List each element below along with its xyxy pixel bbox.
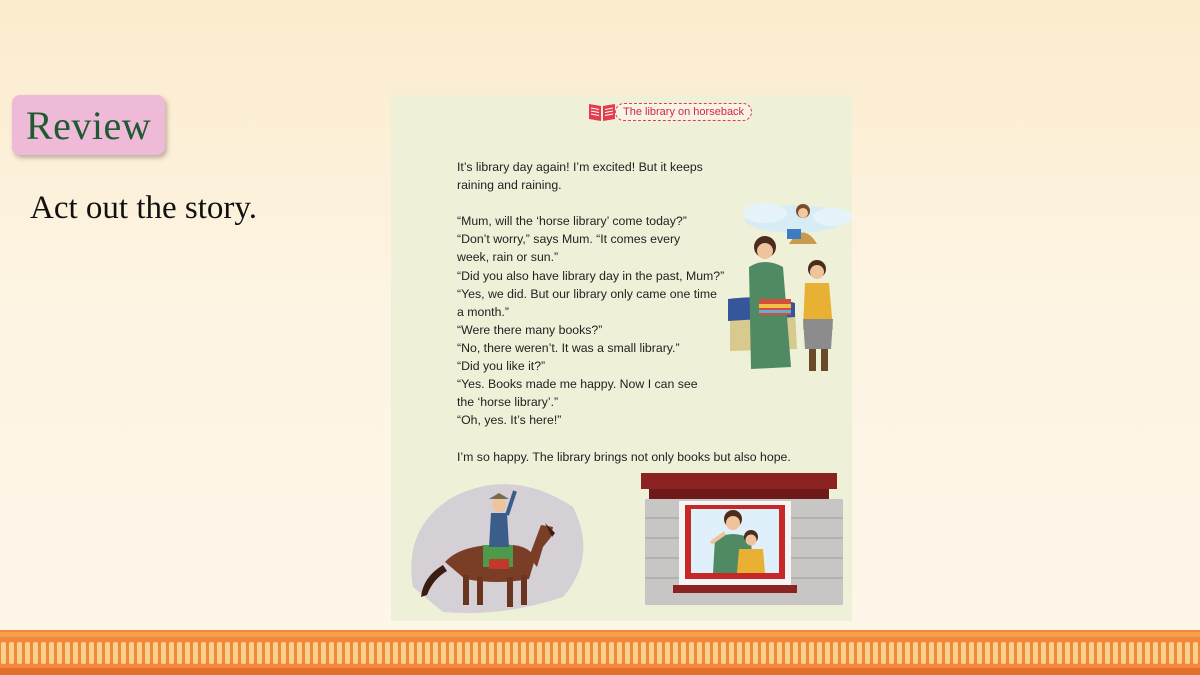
open-book-icon (587, 101, 617, 123)
story-line: “Don’t worry,” says Mum. “It comes every (457, 232, 681, 247)
review-label: Review (25, 102, 152, 148)
story-line: “Yes, we did. But our library only came one time (457, 286, 717, 301)
story-line: “Were there many books?” (457, 322, 603, 337)
story-line: the ‘horse library’.” (457, 395, 559, 410)
story-line: “Did you also have library day in the past, Mum?” (457, 268, 725, 283)
page-header (587, 101, 752, 123)
decorative-footer-border (0, 630, 1200, 675)
story-line: “Oh, yes. It’s here!” (457, 413, 562, 428)
instruction-text: Act out the story. (30, 190, 257, 226)
mother-child-illustration (725, 199, 852, 379)
story-line: a month.” (457, 304, 509, 319)
story-line: week, rain or sun.” (457, 250, 559, 265)
page-header-title: The library on horseback (615, 103, 752, 121)
story-line: I’m so happy. The library brings not only books but also hope. (457, 449, 791, 464)
story-line: “Mum, will the ‘horse library’ come today?” (457, 214, 687, 229)
story-line: raining and raining. (457, 178, 562, 193)
horse-rider-illustration (403, 467, 593, 617)
window-illustration (641, 473, 851, 613)
review-badge (12, 95, 165, 155)
textbook-page (391, 95, 852, 621)
story-paragraph-gap (457, 429, 817, 447)
story-line: “No, there weren’t. It was a small library.” (457, 340, 680, 355)
story-line: “Yes. Books made me happy. Now I can see (457, 377, 698, 392)
story-line: “Did you like it?” (457, 359, 546, 374)
story-line: It’s library day again! I’m excited! But it keeps (457, 160, 703, 174)
